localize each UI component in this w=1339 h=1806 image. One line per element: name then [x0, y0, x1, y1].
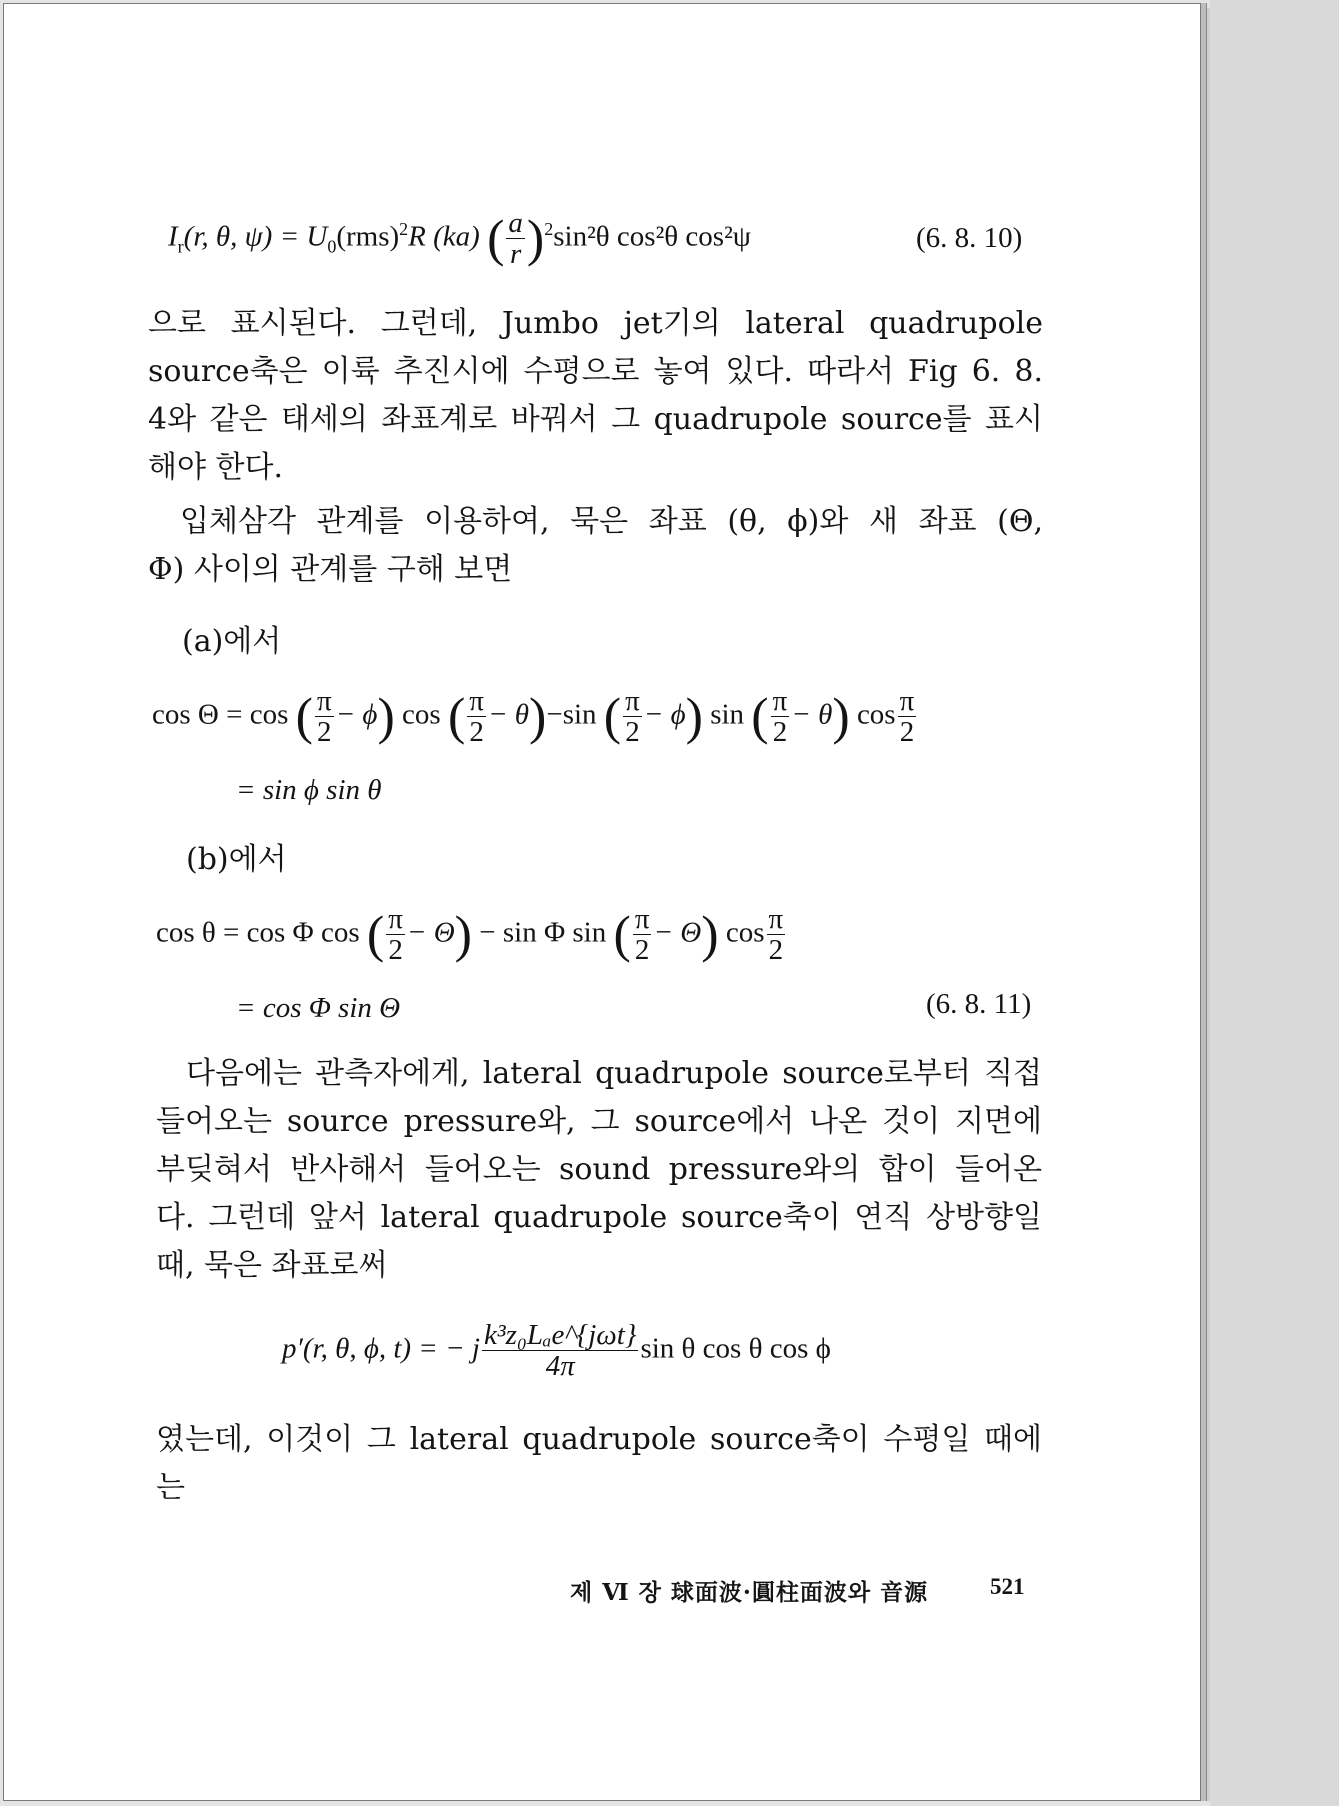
book-page: [3, 3, 1201, 1801]
paragraph-2: [148, 498, 1043, 594]
paren-right: ): [526, 210, 545, 268]
eq-subscript: r: [177, 236, 184, 257]
eq-term: − Θ: [406, 916, 455, 949]
paragraph-1: [148, 300, 1043, 492]
book-spine-shadow: [1210, 0, 1339, 1806]
paren-left: (: [447, 688, 466, 746]
paren-left: (: [751, 688, 769, 746]
paren-left: (: [603, 688, 622, 746]
frac-denominator: 2: [625, 716, 640, 749]
eq-op: cos: [725, 916, 765, 949]
eq-intensity-symbol: I: [168, 220, 178, 253]
eq-lhs: cos Θ = cos: [152, 698, 289, 731]
text-line: 다. 그런데 앞서 lateral quadrupole source축이 연직 상방향일: [156, 1200, 1042, 1235]
text-line: 4와 같은 태세의 좌표계로 바꿔서 그 quadrupole source를 표시: [148, 402, 1043, 437]
paragraph-4: [156, 1416, 1042, 1512]
frac-denominator: 2: [899, 716, 915, 749]
text-line: 부딪혀서 반사해서 들어오는 sound pressure와의 합이 들어온: [156, 1152, 1042, 1187]
paren-left: (: [613, 906, 631, 964]
frac-numerator: k³z₀Lₐe^{jωt}: [484, 1319, 637, 1351]
eq-op: sin: [710, 698, 745, 731]
eq-op: cos: [856, 698, 896, 731]
equation-number-6-8-11: (6. 8. 11): [926, 988, 1032, 1020]
equation-case-a-line1: [152, 686, 918, 748]
frac-denominator: 2: [634, 934, 650, 967]
page-number: 521: [990, 1574, 1025, 1599]
equation-pressure: [282, 1320, 831, 1382]
eq-args: (r, θ, ψ) =: [183, 220, 307, 253]
equation-6-8-10: [168, 208, 751, 270]
eq-lhs: p′(r, θ, ϕ, t) = − j: [282, 1332, 480, 1365]
frac-numerator: π: [634, 903, 650, 935]
eq-fraction: [767, 904, 786, 966]
equation-case-a-line2: = sin ϕ sin θ: [236, 774, 382, 806]
frac-numerator: a: [508, 207, 523, 239]
eq-velocity-symbol: U: [306, 220, 328, 253]
eq-op: − sin Φ sin: [479, 916, 607, 949]
text-line: source축은 이륙 추진시에 수평으로 놓여 있다. 따라서 Fig 6. 8.: [148, 354, 1043, 389]
paren-right: ): [685, 688, 703, 746]
frac-numerator: π: [316, 685, 332, 717]
eq-fraction: [506, 208, 525, 270]
eq-subscript: 0: [327, 236, 337, 257]
frac-denominator: 2: [768, 934, 784, 967]
text-line: 으로 표시된다. 그런데, Jumbo jet기의 lateral quadrupole: [148, 306, 1043, 341]
eq-fraction: [482, 1320, 638, 1382]
text-line: 들어오는 source pressure와, 그 source에서 나온 것이 지면에: [156, 1104, 1042, 1139]
frac-denominator: r: [510, 238, 522, 271]
paren-left: (: [366, 906, 385, 964]
equation-number-6-8-10: (6. 8. 10): [916, 222, 1023, 254]
eq-fraction: [467, 686, 486, 748]
eq-fraction: [898, 686, 917, 748]
paren-right: ): [832, 688, 850, 746]
eq-fraction: [633, 904, 652, 966]
frac-numerator: π: [625, 685, 640, 717]
text-line: 였는데, 이것이 그 lateral quadrupole source축이 수평일 때에: [156, 1422, 1042, 1457]
running-footer-chapter: 제 Ⅵ 장 球面波·圓柱面波와 音源: [570, 1579, 929, 1606]
frac-numerator: π: [768, 903, 784, 935]
eq-term: − ϕ: [643, 698, 686, 731]
text-line: 입체삼각 관계를 이용하여, 묵은 좌표 (θ, ϕ)와 새 좌표 (Θ,: [180, 504, 1043, 539]
frac-denominator: 2: [469, 716, 484, 749]
text-line: Φ) 사이의 관계를 구해 보면: [148, 552, 513, 587]
paren-right: ): [454, 906, 472, 964]
eq-fraction: [386, 904, 405, 966]
equation-case-b-line2: = cos Φ sin Θ: [236, 992, 401, 1024]
frac-denominator: 2: [317, 716, 332, 749]
case-b-label: (b)에서: [186, 842, 287, 877]
eq-exponent: 2: [544, 218, 554, 239]
eq-fraction: [771, 686, 790, 748]
paren-right: ): [701, 906, 719, 964]
frac-denominator: 4π: [545, 1350, 575, 1383]
text-line: 해야 한다.: [148, 450, 283, 485]
text-line: 다음에는 관측자에게, lateral quadrupole source로부터 직접: [186, 1056, 1042, 1091]
eq-resistance: R (ka): [408, 220, 480, 253]
eq-fraction: [623, 686, 642, 748]
frac-denominator: 2: [772, 716, 788, 749]
frac-denominator: 2: [388, 934, 403, 967]
eq-term: − ϕ: [335, 698, 378, 731]
paren-right: ): [529, 688, 547, 746]
eq-op: −sin: [546, 698, 597, 731]
eq-term: − θ: [791, 698, 833, 731]
frac-numerator: π: [469, 685, 484, 717]
paren-right: ): [377, 688, 395, 746]
equation-case-b-line1: [156, 904, 787, 966]
frac-numerator: π: [772, 685, 788, 717]
eq-rms: (rms): [336, 220, 400, 253]
paren-left: (: [487, 210, 505, 268]
frac-numerator: π: [899, 685, 915, 717]
text-line: 는: [156, 1470, 185, 1505]
eq-tail: sin²θ cos²θ cos²ψ: [553, 220, 751, 253]
paren-left: (: [295, 688, 313, 746]
case-a-label: (a)에서: [182, 624, 282, 659]
frac-numerator: π: [388, 903, 403, 935]
eq-lhs: cos θ = cos Φ cos: [156, 916, 360, 949]
eq-term: − θ: [487, 698, 530, 731]
text-line: 때, 묵은 좌표로써: [156, 1248, 388, 1283]
eq-tail: sin θ cos θ cos ϕ: [640, 1332, 831, 1365]
paragraph-3: [156, 1050, 1042, 1290]
eq-fraction: [315, 686, 334, 748]
eq-exponent: 2: [399, 218, 409, 239]
eq-term: − Θ: [653, 916, 702, 949]
eq-op: cos: [402, 698, 441, 731]
